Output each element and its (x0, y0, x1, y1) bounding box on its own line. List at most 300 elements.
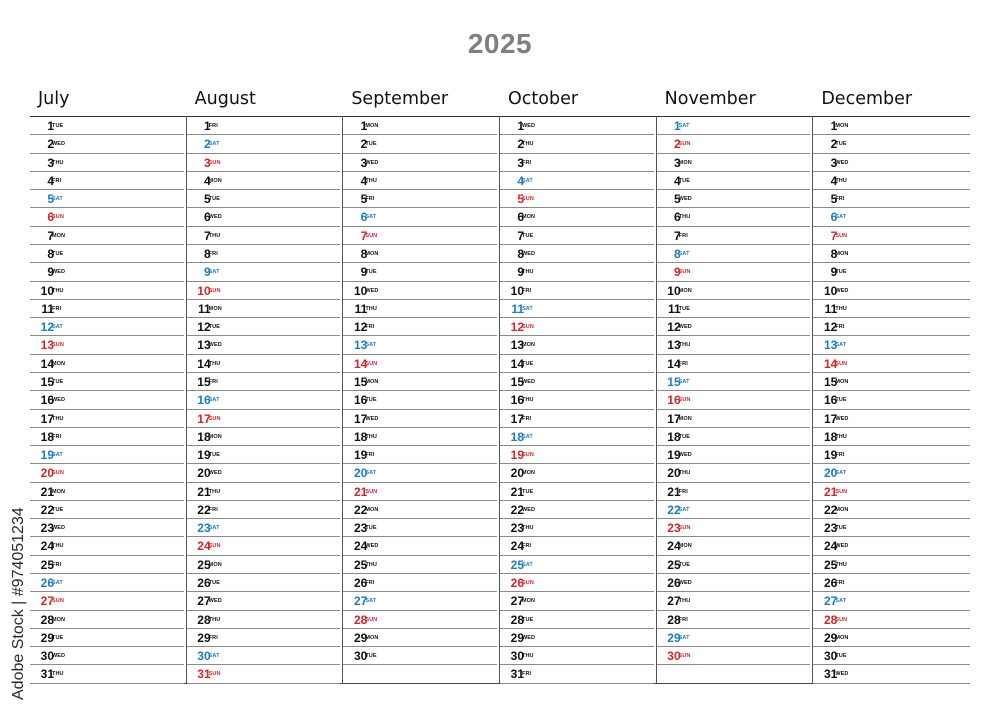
weekday-label: WED (52, 525, 66, 532)
day-row (30, 501, 184, 519)
day-row (187, 282, 341, 300)
day-row (30, 318, 184, 336)
day-row (343, 190, 497, 208)
day-row (813, 501, 970, 519)
day-row (187, 647, 341, 665)
day-number: 17 (353, 411, 368, 426)
day-row (30, 629, 184, 647)
weekday-label: SAT (52, 196, 63, 203)
calendar-year-title: 2025 (467, 28, 533, 59)
weekday-label: FRI (678, 232, 688, 239)
weekday-label: MON (365, 123, 379, 129)
day-number: 19 (197, 448, 211, 463)
weekday-label: FRI (365, 196, 375, 203)
day-row (343, 300, 497, 318)
day-row (657, 592, 811, 610)
weekday-label: THU (52, 671, 64, 678)
weekday-label: MON (678, 159, 692, 166)
weekday-label: SUN (835, 232, 848, 239)
weekday-label: MON (365, 634, 379, 641)
weekday-label: THU (835, 177, 847, 184)
weekday-label: SUN (522, 452, 534, 459)
day-row (187, 190, 341, 208)
weekday-label: WED (52, 269, 66, 276)
weekday-label: FRI (522, 671, 532, 678)
day-number: 11 (824, 301, 838, 316)
weekday-label: SUN (835, 488, 848, 495)
weekday-label: THU (678, 342, 691, 349)
weekday-label: SAT (365, 598, 377, 605)
weekday-label: THU (208, 616, 221, 623)
weekday-label: MON (522, 214, 536, 221)
day-row (343, 464, 497, 482)
day-row (813, 263, 970, 281)
day-number: 27 (40, 594, 54, 609)
day-row (343, 556, 497, 574)
day-row (30, 483, 184, 501)
day-number: 18 (823, 429, 838, 444)
day-number: 24 (197, 539, 211, 554)
day-row (500, 190, 654, 208)
day-row (813, 245, 970, 263)
weekday-label: THU (208, 360, 221, 367)
weekday-label: MON (52, 360, 66, 367)
day-number: 14 (510, 356, 524, 371)
day-row (30, 336, 184, 354)
day-number: 8 (673, 246, 681, 261)
day-number: 2 (360, 137, 368, 152)
day-row (30, 428, 184, 446)
day-row (343, 318, 497, 336)
day-row (187, 592, 341, 610)
day-number: 10 (823, 283, 838, 298)
day-row (30, 227, 184, 245)
day-row (30, 592, 184, 610)
day-row (813, 647, 970, 665)
day-row (30, 410, 184, 428)
day-row (343, 501, 497, 519)
day-number: 1 (673, 119, 681, 133)
day-row (500, 172, 654, 190)
weekday-label: MON (365, 378, 379, 385)
day-list (500, 117, 657, 684)
day-number: 29 (353, 630, 368, 645)
day-number: 3 (360, 155, 368, 170)
weekday-label: SUN (365, 360, 378, 367)
day-row (343, 282, 497, 300)
day-row (813, 336, 970, 354)
weekday-label: SAT (208, 397, 220, 404)
weekday-label: MON (522, 342, 536, 349)
weekday-label: WED (522, 378, 536, 385)
day-number: 10 (40, 283, 54, 298)
day-number: 9 (203, 265, 211, 280)
day-row (30, 391, 184, 409)
weekday-label: THU (52, 287, 64, 294)
weekday-label: TUE (835, 397, 847, 404)
weekday-label: FRI (52, 561, 62, 568)
day-number: 7 (830, 228, 838, 243)
weekday-label: TUE (365, 269, 377, 276)
weekday-label: TUE (835, 525, 847, 532)
weekday-label: SAT (678, 123, 690, 129)
day-number: 13 (197, 338, 211, 353)
weekday-label: FRI (835, 580, 845, 587)
day-row (187, 556, 341, 574)
weekday-label: THU (365, 433, 377, 440)
weekday-label: SUN (208, 287, 221, 294)
day-row (343, 373, 497, 391)
weekday-label: TUE (522, 616, 534, 623)
day-number: 7 (47, 228, 54, 243)
day-row (657, 190, 811, 208)
weekday-label: MON (835, 123, 849, 129)
day-number: 12 (197, 320, 211, 335)
day-row (187, 446, 341, 464)
day-row (813, 446, 970, 464)
day-number: 25 (510, 557, 524, 572)
weekday-label: WED (208, 214, 222, 221)
day-row (500, 135, 654, 153)
day-row (187, 537, 341, 555)
weekday-label: MON (678, 287, 692, 294)
day-number: 17 (510, 411, 524, 426)
day-number: 14 (197, 356, 211, 371)
day-row (343, 611, 497, 629)
day-row (500, 665, 654, 683)
weekday-label: FRI (208, 250, 218, 257)
day-row (500, 117, 654, 135)
weekday-label: THU (208, 232, 221, 239)
weekday-label: THU (522, 397, 534, 404)
day-row (813, 574, 970, 592)
day-number: 29 (667, 630, 681, 645)
day-row (657, 391, 811, 409)
day-row (187, 410, 341, 428)
day-row (500, 501, 654, 519)
day-row (657, 464, 811, 482)
day-number: 11 (354, 301, 368, 316)
weekday-label: TUE (52, 634, 64, 641)
day-number: 31 (197, 667, 211, 682)
day-number: 6 (673, 210, 681, 225)
weekday-label: SAT (208, 269, 220, 276)
day-row (187, 428, 341, 446)
day-row (187, 574, 341, 592)
day-row (657, 208, 811, 226)
day-row (343, 172, 497, 190)
weekday-label: SUN (835, 360, 848, 367)
day-number: 21 (40, 484, 54, 499)
weekday-label: SAT (208, 141, 220, 148)
weekday-label: MON (835, 250, 849, 257)
day-row (500, 318, 654, 336)
day-row (343, 208, 497, 226)
weekday-label: TUE (365, 141, 377, 148)
day-number: 29 (510, 630, 524, 645)
day-row (657, 519, 811, 537)
day-row (30, 263, 184, 281)
column-divider (812, 116, 813, 683)
weekday-label: SUN (678, 653, 691, 660)
day-row (657, 154, 811, 172)
day-number: 27 (197, 594, 211, 609)
day-list (187, 117, 344, 684)
day-row (500, 373, 654, 391)
weekday-label: SAT (522, 433, 533, 440)
day-number: 29 (197, 630, 211, 645)
day-number: 26 (823, 576, 838, 591)
month-column-september (343, 88, 500, 684)
day-number: 25 (197, 557, 211, 572)
day-number: 7 (360, 228, 368, 243)
weekday-label: WED (208, 342, 222, 349)
day-number: 17 (823, 411, 838, 426)
weekday-label: WED (835, 415, 849, 422)
weekday-label: WED (835, 671, 849, 678)
day-list (813, 117, 970, 684)
weekday-label: WED (678, 324, 692, 331)
weekday-label: SAT (365, 342, 377, 349)
day-row (500, 154, 654, 172)
day-row (500, 428, 654, 446)
weekday-label: TUE (208, 452, 220, 459)
day-row (30, 117, 184, 135)
day-row (187, 501, 341, 519)
day-row (813, 592, 970, 610)
day-number: 26 (510, 576, 524, 591)
day-row (813, 355, 970, 373)
day-number: 21 (823, 484, 838, 499)
day-number: 20 (40, 466, 54, 481)
day-row (657, 245, 811, 263)
day-row (187, 629, 341, 647)
day-number: 9 (517, 265, 524, 280)
day-number: 28 (510, 612, 524, 627)
weekday-label: TUE (208, 580, 220, 587)
day-number: 16 (40, 393, 54, 408)
day-row (343, 592, 497, 610)
weekday-label: SAT (835, 214, 847, 221)
weekday-label: SAT (678, 506, 690, 513)
day-number: 4 (830, 173, 838, 188)
day-row (343, 263, 497, 281)
weekday-label: SAT (365, 214, 377, 221)
day-number: 14 (353, 356, 368, 371)
weekday-label: THU (365, 305, 377, 312)
day-row (343, 428, 497, 446)
weekday-label: MON (678, 415, 692, 422)
weekday-label: SAT (835, 342, 847, 349)
day-row (187, 464, 341, 482)
weekday-label: SAT (522, 177, 533, 184)
day-row (657, 135, 811, 153)
weekday-label: SAT (835, 470, 847, 477)
day-number: 20 (197, 466, 211, 481)
column-divider (656, 116, 657, 683)
day-row (187, 665, 341, 683)
day-row (343, 117, 497, 135)
day-number: 12 (823, 320, 838, 335)
day-number: 25 (823, 557, 838, 572)
day-row (30, 135, 184, 153)
column-divider (342, 116, 343, 683)
day-number: 28 (197, 612, 211, 627)
day-number: 26 (40, 576, 54, 591)
day-row (813, 464, 970, 482)
day-number: 21 (197, 484, 211, 499)
day-list (657, 117, 814, 665)
weekday-label: WED (365, 159, 379, 166)
day-number: 15 (197, 374, 211, 389)
weekday-label: WED (208, 598, 222, 605)
day-number: 15 (510, 374, 524, 389)
day-number: 26 (197, 576, 211, 591)
weekday-label: SUN (52, 342, 64, 349)
day-number: 28 (667, 612, 681, 627)
day-row (500, 336, 654, 354)
weekday-label: THU (52, 159, 64, 166)
month-column-july (30, 88, 187, 684)
weekday-label: FRI (208, 634, 218, 641)
day-number: 2 (673, 137, 681, 152)
weekday-label: TUE (52, 250, 64, 257)
day-row (657, 172, 811, 190)
day-row (657, 611, 811, 629)
day-number: 6 (47, 210, 54, 225)
day-number: 13 (510, 338, 524, 353)
day-row (657, 263, 811, 281)
day-number: 2 (203, 137, 211, 152)
weekday-label: SAT (835, 598, 847, 605)
day-row (500, 592, 654, 610)
day-number: 9 (673, 265, 681, 280)
day-row (657, 410, 811, 428)
day-number: 2 (47, 137, 54, 152)
day-number: 18 (510, 429, 524, 444)
day-row (343, 537, 497, 555)
day-number: 28 (353, 612, 368, 627)
day-number: 3 (673, 155, 681, 170)
day-number: 15 (667, 374, 681, 389)
day-row (187, 483, 341, 501)
day-number: 19 (510, 448, 524, 463)
day-number: 19 (667, 448, 681, 463)
weekday-label: MON (522, 598, 536, 605)
weekday-label: MON (365, 250, 379, 257)
day-number: 13 (353, 338, 368, 353)
weekday-label: FRI (678, 360, 688, 367)
weekday-label: SAT (678, 250, 690, 257)
day-number: 4 (47, 173, 54, 188)
month-name: July (38, 89, 70, 109)
day-number: 1 (830, 119, 838, 133)
day-number: 6 (830, 210, 838, 225)
weekday-label: TUE (835, 269, 847, 276)
day-row (343, 336, 497, 354)
weekday-label: THU (678, 470, 691, 477)
day-row (343, 483, 497, 501)
day-number: 3 (47, 155, 54, 170)
weekday-label: FRI (522, 287, 532, 294)
weekday-label: SUN (52, 214, 64, 221)
day-row (813, 665, 970, 683)
day-number: 16 (197, 393, 211, 408)
day-number: 16 (510, 393, 524, 408)
day-row (343, 154, 497, 172)
day-number: 9 (830, 265, 838, 280)
day-number: 23 (197, 521, 211, 536)
weekday-label: TUE (208, 324, 220, 331)
weekday-label: WED (835, 159, 849, 166)
day-row (30, 355, 184, 373)
weekday-label: SUN (52, 598, 64, 605)
day-row (187, 519, 341, 537)
weekday-label: FRI (522, 159, 532, 166)
column-divider (499, 116, 500, 683)
day-row (187, 227, 341, 245)
day-row (343, 446, 497, 464)
day-number: 22 (40, 502, 54, 517)
weekday-label: WED (522, 123, 536, 129)
day-row (500, 574, 654, 592)
day-number: 28 (40, 612, 54, 627)
day-number: 11 (511, 301, 524, 316)
weekday-label: WED (678, 452, 692, 459)
day-number: 9 (360, 265, 368, 280)
day-number: 29 (823, 630, 838, 645)
weekday-label: THU (835, 305, 847, 312)
weekday-label: TUE (678, 433, 690, 440)
day-row (500, 611, 654, 629)
weekday-label: THU (522, 269, 534, 276)
day-row (500, 245, 654, 263)
weekday-label: TUE (52, 378, 64, 385)
month-column-december (813, 88, 970, 684)
day-row (343, 629, 497, 647)
weekday-label: THU (52, 415, 64, 422)
day-number: 12 (667, 320, 681, 335)
month-name: October (508, 89, 579, 109)
weekday-label: WED (522, 634, 536, 641)
month-name: November (664, 89, 756, 109)
day-number: 4 (517, 173, 524, 188)
day-number: 30 (40, 649, 54, 664)
day-number: 15 (40, 374, 54, 389)
day-row (343, 245, 497, 263)
day-number: 11 (667, 301, 681, 316)
weekday-label: MON (835, 506, 849, 513)
day-row (343, 647, 497, 665)
day-number: 5 (360, 192, 368, 207)
weekday-label: THU (365, 177, 377, 184)
day-number: 8 (203, 246, 211, 261)
weekday-label: THU (835, 433, 847, 440)
weekday-label: TUE (522, 488, 534, 495)
day-number: 15 (823, 374, 838, 389)
weekday-label: THU (52, 543, 64, 550)
day-row (500, 282, 654, 300)
day-row (30, 647, 184, 665)
weekday-label: SUN (522, 324, 534, 331)
day-row (813, 519, 970, 537)
day-number: 26 (353, 576, 368, 591)
weekday-label: TUE (52, 123, 64, 129)
day-number: 22 (197, 502, 211, 517)
day-number: 22 (510, 502, 524, 517)
weekday-label: MON (52, 488, 66, 495)
day-number: 22 (667, 502, 681, 517)
